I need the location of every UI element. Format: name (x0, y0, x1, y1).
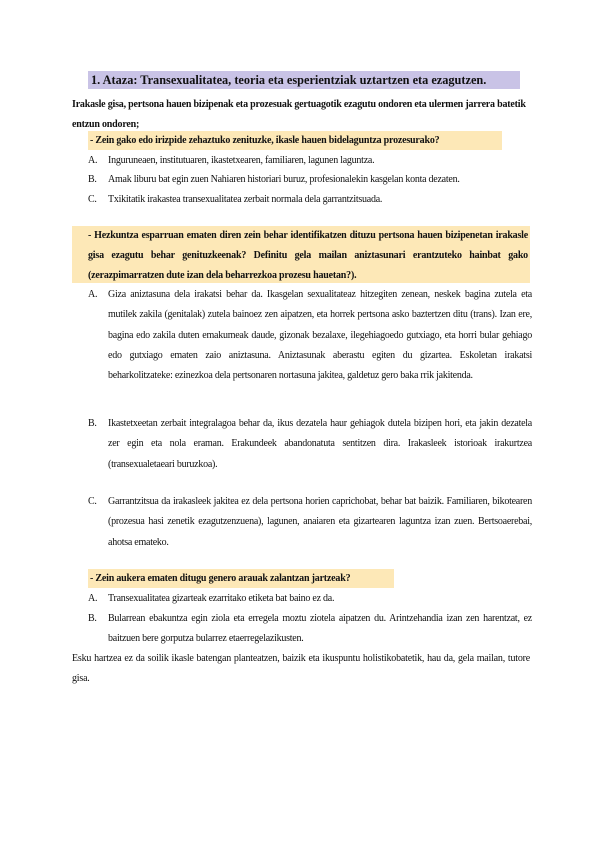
list-item-label: C. (88, 496, 97, 507)
list-item-text: Transexualitatea gizarteak ezarritako etiketa bat baino ez da. (108, 593, 335, 604)
list-item (88, 492, 532, 553)
list-item-text: Garrantzitsua da irakasleek jakitea ez dela pertsona horien caprichobat, behar bat baizik. Familiaren, bikotearen (prozesua hasi zenetik ezagutzenzuena), lagunen, anaiaren eta gizartearen laguntza izan zuen. Bertsoaerebai, ahotsa emateko. (108, 496, 532, 548)
list-item (88, 170, 460, 190)
list-item-label: A. (88, 593, 98, 604)
question-1: - Zein gako edo irizpide zehaztuko zenituzke, ikasle hauen bidelaguntza prozesurako? (88, 131, 502, 150)
list-item-text: Giza aniztasuna dela irakatsi behar da. Ikasgelan sexualitateaz hitzegiten zenean, neskek bagina zutela eta mutilek zakila (genitalak) zutela bainoez zen aipatzen, eta horrek pertsona asko baztertzen ditu (trans). Izan ere, bagina edo zakila duten emakumeak daude, gizonak bezalaxe, ilegehiagoedo gutxiago, eta horri bular gehiago edo gutxiago ematen zaio aniztasuna. Aniztasunak aberastu egiten du gizartea. Eskoletan irakatsi beharkolitzateke: ezinezkoa dela pertsonaren nortasuna jakitea, galdetuz gero baka rrik jakitenda. (108, 289, 532, 382)
list-item (88, 190, 382, 210)
list-item (88, 285, 532, 386)
list-item-text: Inguruneaen, institutuaren, ikastetxearen, familiaren, lagunen laguntza. (108, 155, 375, 166)
question-3: - Zein aukera ematen ditugu genero arauak zalantzan jartzeak? (88, 569, 394, 588)
intro-paragraph: Irakasle gisa, pertsona hauen bizipenak eta prozesuak gertuagotik ezagutu ondoren eta ulermen jarrera batetik entzun ondoren; (72, 99, 526, 130)
list-item (88, 609, 532, 650)
list-item-label: A. (88, 289, 98, 300)
list-item (88, 414, 532, 475)
list-item-text: Bularrean ebakuntza egin ziola eta erregela moztu ziotela aipatzen du. Arintzehandia izan zen harentzat, ez baitzuen bere gorputza bularrez etaerregelazikusten. (108, 613, 532, 645)
question-2: - Hezkuntza esparruan ematen diren zein behar identifikatzen dituzu pertsona hauen bizipenetan irakasle gisa ezagutu behar genituzkeenak? Definitu gela mailan aniztasunari erantzuteko hainbat gako (zerazpimarratzen dute izan dela beharrezkoa prozesu hauetan?). (72, 226, 530, 283)
list-item-label: A. (88, 155, 98, 166)
list-item-label: B. (88, 174, 97, 185)
list-item (88, 589, 532, 609)
closing-paragraph: Esku hartzea ez da soilik ikasle batengan planteatzen, baizik eta ikuspuntu holistikobatetik, hau da, gela mailan, tutore gisa. (72, 653, 530, 684)
list-item (88, 151, 374, 171)
list-item-text: Amak liburu bat egin zuen Nahiaren historiari buruz, profesionalekin kasgelan konta dezaten. (108, 174, 460, 185)
list-item-label: B. (88, 418, 97, 429)
list-item-label: C. (88, 194, 97, 205)
list-item-text: Ikastetxeetan zerbait integralagoa behar da, ikus dezatela haur gehiagok dutela bizipen hori, eta jakin dezatela zer egin eta nola eraman. Erakundeek abandonatuta sentitzen dira. Irakasleek istorioak irakurtzea (transexualetaeari buruzkoa). (108, 418, 532, 470)
task-title: 1. Ataza: Transexualitatea, teoria eta esperientziak uztartzen eta ezagutzen. (88, 71, 520, 89)
list-item-label: B. (88, 613, 97, 624)
list-item-text: Txikitatik irakastea transexualitatea zerbait normala dela garrantzitsuada. (108, 194, 383, 205)
